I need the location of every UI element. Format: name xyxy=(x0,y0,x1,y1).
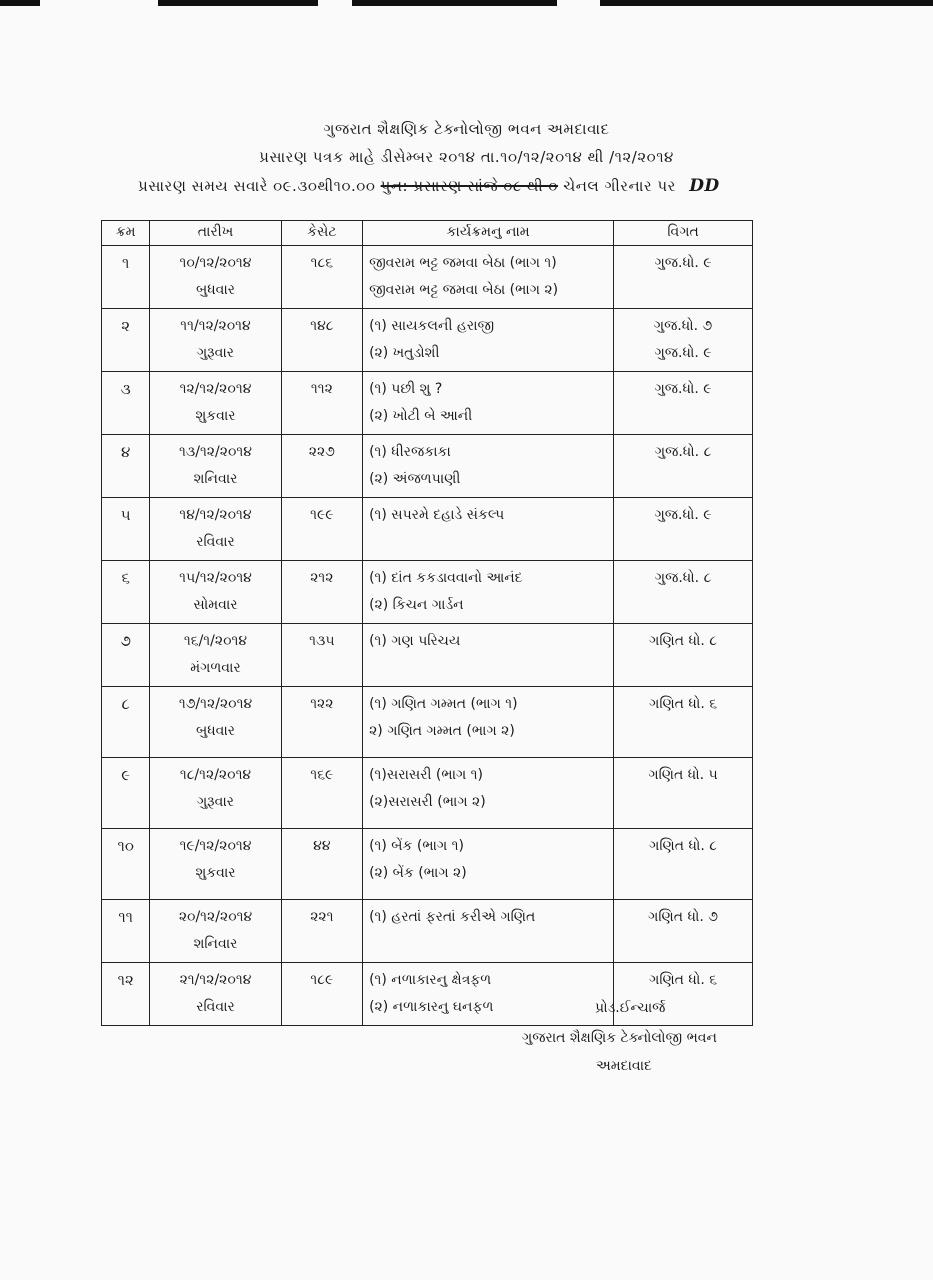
serial-cell xyxy=(102,624,150,687)
serial-cell xyxy=(102,900,150,963)
serial-number: ૨ xyxy=(121,317,131,335)
date-value: ૧૧/૧૨/૨૦૧૪ xyxy=(180,318,251,334)
date-cell xyxy=(150,900,281,963)
serial-number: ૧૨ xyxy=(117,971,134,989)
date-value: ૧૫/૧૨/૨૦૧૪ xyxy=(179,570,252,586)
header-cassette: કેસેટ xyxy=(281,221,362,246)
serial-cell xyxy=(102,758,150,829)
program-cell xyxy=(363,246,614,309)
details-cell xyxy=(614,758,753,829)
detail-value: ગુજ.ધો. ૮ xyxy=(654,570,712,586)
program-name: જીવરામ ભટ્ટ જમવા બેઠા (ભાગ ૨) xyxy=(369,282,559,298)
program-name: (૨) નળાકારનુ ઘનફળ xyxy=(369,999,494,1015)
day-value: બુધવાર xyxy=(195,723,236,739)
table-header-row xyxy=(102,221,753,246)
program-name: જીવરામ ભટ્ટ જમવા બેઠા (ભાગ ૧) xyxy=(369,255,557,271)
cassette-cell xyxy=(281,246,362,309)
serial-number: ૯ xyxy=(121,766,131,784)
cassette-number: ૧૪૮ xyxy=(310,318,334,334)
table-row xyxy=(102,309,753,372)
date-value: ૧૨/૧૨/૨૦૧૪ xyxy=(179,381,252,397)
program-cell xyxy=(363,963,614,1026)
cassette-cell xyxy=(281,963,362,1026)
cassette-cell xyxy=(281,372,362,435)
detail-value: ગુજ.ધો. ૯ xyxy=(654,381,712,397)
table-row xyxy=(102,498,753,561)
program-name: (૧) ધીરજકાકા xyxy=(369,444,451,460)
date-cell xyxy=(150,963,281,1026)
cassette-number: ૧૯૯ xyxy=(310,507,334,523)
detail-value: ગણિત ધો. ૭ xyxy=(648,909,718,925)
day-value: રવિવાર xyxy=(196,999,235,1015)
serial-cell xyxy=(102,687,150,758)
struck-rebroadcast-text: પુન: પ્રસારણ સાંજે ૦૮ થી ૦ xyxy=(380,177,558,195)
program-name: (૨) કિચન ગાર્ડન xyxy=(369,597,464,613)
schedule-body xyxy=(102,246,753,1026)
signatory-title: પ્રોડ.ઈન્ચાર્જ xyxy=(595,1000,666,1016)
program-cell xyxy=(363,829,614,900)
schedule-table xyxy=(101,220,753,1026)
program-cell xyxy=(363,900,614,963)
details-cell xyxy=(614,246,753,309)
date-value: ૧૮/૧૨/૨૦૧૪ xyxy=(179,767,252,783)
serial-number: ૧૦ xyxy=(117,837,134,855)
table-row xyxy=(102,561,753,624)
cassette-cell xyxy=(281,435,362,498)
details-cell xyxy=(614,624,753,687)
details-cell xyxy=(614,309,753,372)
cassette-number: ૨૨૭ xyxy=(308,444,335,460)
date-cell xyxy=(150,435,281,498)
day-value: સોમવાર xyxy=(193,597,238,613)
day-value: શનિવાર xyxy=(193,936,238,952)
detail-value: ગુજ.ધો. ૯ xyxy=(654,507,712,523)
table-row xyxy=(102,829,753,900)
cassette-cell xyxy=(281,900,362,963)
details-cell xyxy=(614,687,753,758)
program-name: (૧) દાંત કકડાવવાનો આનંદ xyxy=(369,570,523,586)
broadcast-time: પ્રસારણ સમય સવારે ૦૯.૩૦થી૧૦.૦૦ xyxy=(138,177,376,195)
details-cell xyxy=(614,498,753,561)
detail-value: ગુજ.ધો. ૭ xyxy=(653,318,713,334)
table-row xyxy=(102,372,753,435)
details-cell xyxy=(614,435,753,498)
signatory-city: અમદાવાદ xyxy=(596,1058,652,1074)
detail-value: ગુજ.ધો. ૯ xyxy=(654,255,712,271)
day-value: રવિવાર xyxy=(196,534,235,550)
serial-number: ૧ xyxy=(122,254,130,272)
program-cell xyxy=(363,498,614,561)
table-row xyxy=(102,758,753,829)
day-value: ગુરૂવાર xyxy=(196,345,235,361)
date-value: ૨૧/૧૨/૨૦૧૪ xyxy=(179,972,252,988)
scan-edge-mark xyxy=(0,0,40,6)
detail-value: ગુજ.ધો. ૮ xyxy=(654,444,712,460)
program-cell xyxy=(363,758,614,829)
scan-edge-mark xyxy=(352,0,557,6)
cassette-cell xyxy=(281,687,362,758)
scan-edge-mark xyxy=(600,0,933,6)
channel-text: ચેનલ ગીરનાર પર xyxy=(563,177,676,195)
table-row xyxy=(102,624,753,687)
detail-value: ગણિત ધો. ૬ xyxy=(649,972,718,988)
date-value: ૧૯/૧૨/૨૦૧૪ xyxy=(179,838,252,854)
program-cell xyxy=(363,561,614,624)
program-name: (૧) સાયકલની હરાજી xyxy=(369,318,495,334)
date-value: ૧૭/૧૨/૨૦૧૪ xyxy=(178,696,253,712)
date-value: ૧૦/૧૨/૨૦૧૪ xyxy=(179,255,252,271)
program-name: (૧) નળાકારનુ ક્ષેત્રફળ xyxy=(369,972,492,988)
cassette-number: ૨૧૨ xyxy=(310,570,334,586)
program-cell xyxy=(363,435,614,498)
day-value: ગુરૂવાર xyxy=(196,794,235,810)
date-cell xyxy=(150,309,281,372)
program-name: (૧) ગણ પરિચય xyxy=(369,633,461,649)
table-row xyxy=(102,963,753,1026)
program-cell xyxy=(363,372,614,435)
serial-cell xyxy=(102,246,150,309)
program-name: (૧) ગણિત ગમ્મત (ભાગ ૧) xyxy=(369,696,518,712)
date-value: ૧૪/૧૨/૨૦૧૪ xyxy=(179,507,252,523)
header-program: કાર્યક્રમનુ નામ xyxy=(363,221,614,246)
serial-cell xyxy=(102,372,150,435)
date-cell xyxy=(150,372,281,435)
cassette-cell xyxy=(281,758,362,829)
day-value: શુકવાર xyxy=(195,865,236,881)
program-name: (૧) હરતાં ફરતાં કરીએ ગણિત xyxy=(369,909,536,925)
details-cell xyxy=(614,829,753,900)
date-value: ૧૩/૧૨/૨૦૧૪ xyxy=(179,444,252,460)
program-name: (૨)સરાસરી (ભાગ ૨) xyxy=(369,794,486,810)
program-name: (૨) ખોટી બે આની xyxy=(369,408,473,424)
serial-number: ૪ xyxy=(121,443,131,461)
serial-cell xyxy=(102,498,150,561)
table-row xyxy=(102,687,753,758)
serial-number: ૧૧ xyxy=(118,908,134,926)
serial-cell xyxy=(102,435,150,498)
program-name: (૧)સરાસરી (ભાગ ૧) xyxy=(369,767,483,783)
date-cell xyxy=(150,498,281,561)
table-row xyxy=(102,900,753,963)
detail-value: ગણિત ધો. ૮ xyxy=(649,633,717,649)
detail-value: ગણિત ધો. ૮ xyxy=(649,838,717,854)
serial-cell xyxy=(102,309,150,372)
details-cell xyxy=(614,900,753,963)
handwritten-dd-mark: DD xyxy=(689,176,720,196)
program-name: ૨) ગણિત ગમ્મત (ભાગ ૨) xyxy=(369,723,515,739)
program-cell xyxy=(363,309,614,372)
date-cell xyxy=(150,687,281,758)
cassette-number: ૧૬૯ xyxy=(310,767,334,783)
detail-value: ગણિત ધો. ૬ xyxy=(649,696,718,712)
document-subtitle: પ્રસારણ પત્રક માહે ડીસેમ્બર ૨૦૧૪ તા.૧૦/૧૨/૨૦૧૪ થી /૧૨/૨૦૧૪ xyxy=(259,148,674,166)
scan-edge-mark xyxy=(158,0,318,6)
program-name: (૨) અંજળપાણી xyxy=(369,471,461,487)
details-cell xyxy=(614,963,753,1026)
detail-value: ગણિત ધો. ૫ xyxy=(648,767,718,783)
cassette-number: ૧૩૫ xyxy=(309,633,335,649)
serial-number: ૮ xyxy=(121,695,130,713)
cassette-cell xyxy=(281,829,362,900)
serial-number: ૫ xyxy=(120,506,131,524)
cassette-cell xyxy=(281,498,362,561)
table-row xyxy=(102,246,753,309)
document-title: ગુજરાત શૈક્ષણિક ટેક્નોલોજી ભવન અમદાવાદ xyxy=(323,120,610,138)
serial-number: ૬ xyxy=(121,569,130,587)
program-name: (૧) બેંક (ભાગ ૧) xyxy=(369,838,464,854)
cassette-cell xyxy=(281,309,362,372)
date-cell xyxy=(150,246,281,309)
day-value: શનિવાર xyxy=(193,471,238,487)
serial-cell xyxy=(102,561,150,624)
program-name: (૧) સપરમે દહાડે સંકલ્પ xyxy=(369,507,505,523)
header-details: વિગત xyxy=(614,221,753,246)
program-name: (૧) પછી શુ ? xyxy=(369,381,443,397)
day-value: શુકવાર xyxy=(195,408,236,424)
date-cell xyxy=(150,758,281,829)
cassette-number: ૪૪ xyxy=(313,838,331,854)
program-cell xyxy=(363,624,614,687)
signatory-org: ગુજરાત શૈક્ષણિક ટેક્નોલોજી ભવન xyxy=(522,1030,717,1046)
date-cell xyxy=(150,624,281,687)
serial-cell xyxy=(102,829,150,900)
date-cell xyxy=(150,561,281,624)
cassette-number: ૧૮૯ xyxy=(310,972,334,988)
serial-number: ૩ xyxy=(120,380,131,398)
cassette-number: ૧૧૨ xyxy=(310,381,333,397)
serial-cell xyxy=(102,963,150,1026)
cassette-number: ૧૨૨ xyxy=(310,696,334,712)
program-name: (૨) ખતુડોશી xyxy=(369,345,440,361)
cassette-cell xyxy=(281,561,362,624)
program-cell xyxy=(363,687,614,758)
date-cell xyxy=(150,829,281,900)
cassette-cell xyxy=(281,624,362,687)
date-value: ૧૬/૧/૨૦૧૪ xyxy=(183,633,248,649)
detail-value: ગુજ.ધો. ૯ xyxy=(654,345,712,361)
serial-number: ૭ xyxy=(120,632,131,650)
details-cell xyxy=(614,372,753,435)
details-cell xyxy=(614,561,753,624)
broadcast-time-line xyxy=(138,176,838,196)
header-serial: ક્રમ xyxy=(102,221,150,246)
header-date: તારીખ xyxy=(150,221,281,246)
date-value: ૨૦/૧૨/૨૦૧૪ xyxy=(178,909,253,925)
cassette-number: ૨૨૧ xyxy=(310,909,334,925)
day-value: બુધવાર xyxy=(195,282,236,298)
cassette-number: ૧૮૬ xyxy=(310,255,334,271)
table-row xyxy=(102,435,753,498)
day-value: મંગળવાર xyxy=(190,660,241,676)
program-name: (૨) બેંક (ભાગ ૨) xyxy=(369,865,467,881)
